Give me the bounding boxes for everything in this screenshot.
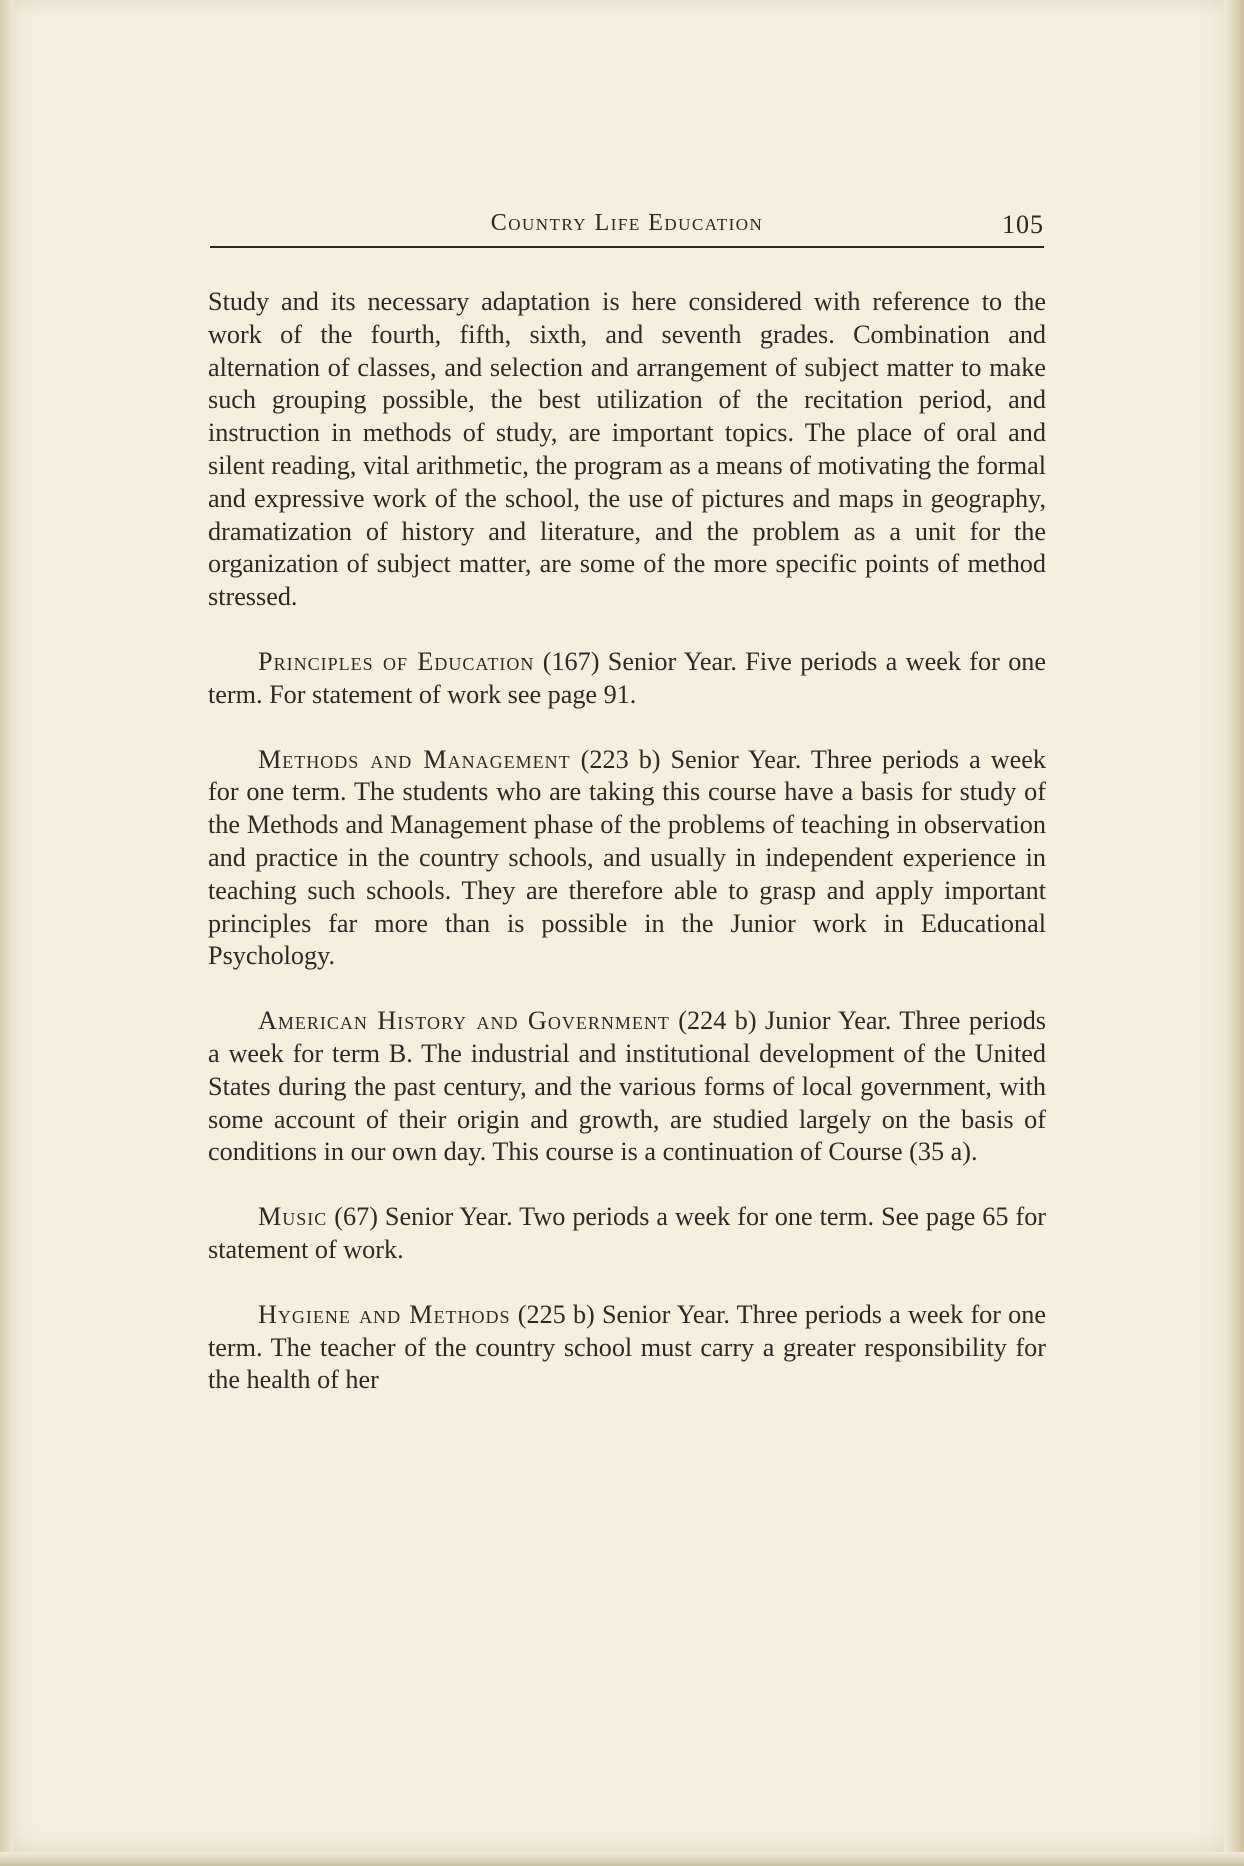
course-hygiene-and-methods	[208, 1299, 1046, 1397]
course-title: Music	[258, 1202, 328, 1232]
course-description: (223 b) Senior Year. Three periods a week for one term. The students who are taking this course have a basis for study of the Methods and Management phase of the problems of teaching in observation and practice in the country schools, and usually in independent experience in teaching such schools. They are therefore able to grasp and apply important principles far more than is possible in the Junior work in Educational Psychology.	[208, 744, 1046, 971]
course-description: (67) Senior Year. Two periods a week for one term. See page 65 for statement of work.	[208, 1202, 1047, 1264]
running-title: Country Life Education	[490, 210, 764, 236]
page-number: 105	[1002, 210, 1044, 239]
body-text	[208, 286, 1046, 1429]
course-description: (167) Senior Year. Five periods a week for one term. For statement of work see page 91.	[208, 646, 1047, 709]
running-head	[210, 210, 1044, 248]
course-music	[208, 1201, 1046, 1267]
course-principles-of-education	[208, 646, 1046, 712]
page-right-edge	[1224, 0, 1244, 1866]
course-title: Principles of Education	[258, 646, 535, 676]
course-title: Methods and Management	[258, 744, 571, 774]
course-title: Hygiene and Methods	[258, 1299, 511, 1329]
course-description: (224 b) Junior Year. Three periods a week for term B. The industrial and institutional development of the United States during the past century, and the various forms of local government, with some account of their origin and growth, are studied largely on the basis of conditions in our own day. This course is a continuation of Course (35 a).	[208, 1006, 1046, 1167]
course-american-history-and-government	[208, 1005, 1046, 1169]
course-title: American History and Government	[258, 1006, 670, 1036]
page-left-edge	[0, 0, 14, 1866]
course-description: (225 b) Senior Year. Three periods a week for one term. The teacher of the country school must carry a greater responsibility for the health of her	[208, 1299, 1046, 1395]
intro-paragraph: Study and its necessary adaptation is here considered with reference to the work of the fourth, fifth, sixth, and seventh grades. Combination and alternation of classes, and selection and arrangement of subject matter to make such grouping possible, the best utilization of the recitation period, and instruction in methods of study, are important topics. The place of oral and silent reading, vital arithmetic, the program as a means of motivating the formal and expressive work of the school, the use of pictures and maps in geography, dramatization of history and literature, and the problem as a unit for the organization of subject matter, are some of the more specific points of method stressed.	[208, 287, 1046, 612]
course-methods-and-management	[208, 744, 1046, 974]
page-bottom-edge	[0, 1852, 1244, 1866]
